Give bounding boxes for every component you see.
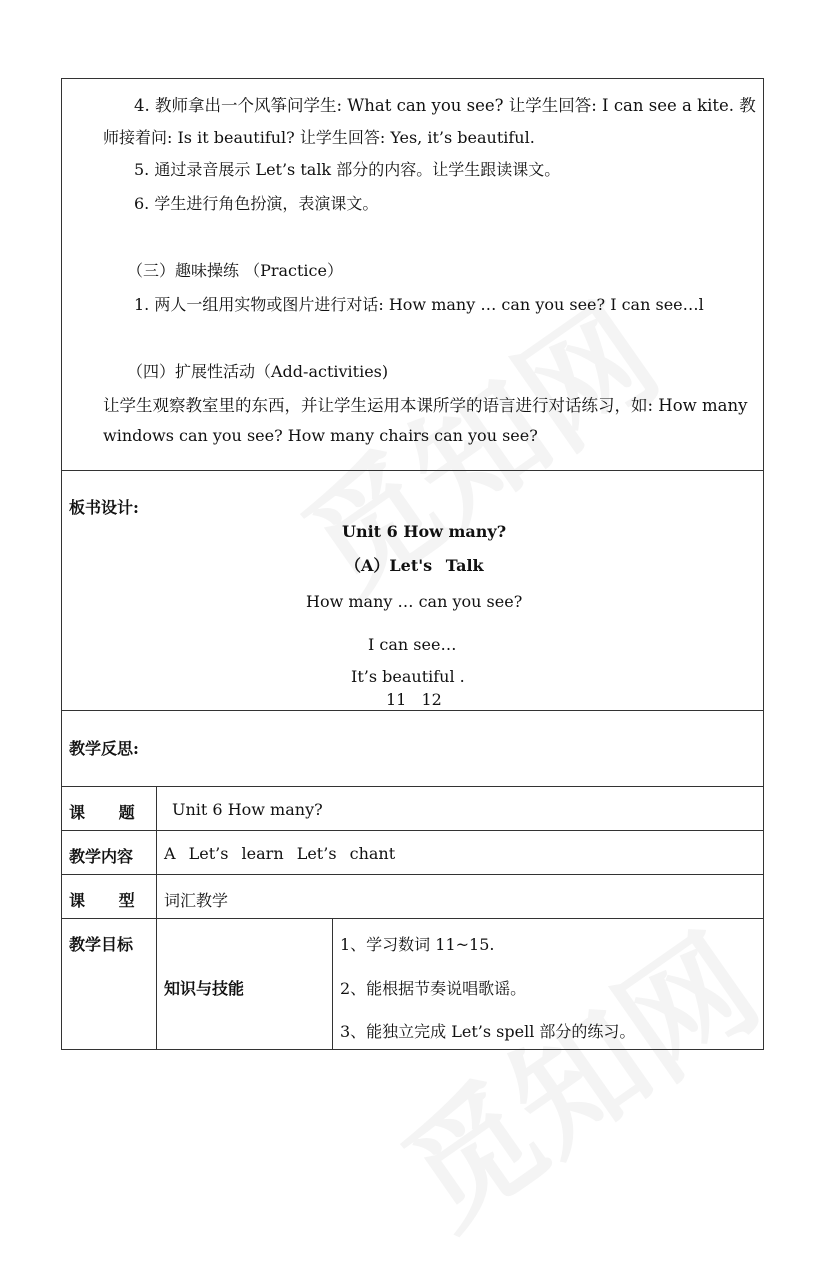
goal-label: 教学目标	[69, 935, 134, 954]
add-activities-line2: windows can you see? How many chairs can you see?	[103, 426, 538, 445]
goal-item: 1、学习数词 11~15.	[340, 935, 495, 954]
procedure-step5: 5. 通过录音展示 Let’s talk 部分的内容。让学生跟读课文。	[134, 160, 561, 179]
procedure-step4-line2: 师接着问: Is it beautiful? 让学生回答: Yes, it’s beautiful.	[103, 128, 535, 147]
procedure-step4-line1: 4. 教师拿出一个风筝问学生: What can you see? 让学生回答: I can see a kite. 教	[134, 96, 756, 115]
practice-item1: 1. 两人一组用实物或图片进行对话: How many … can you see? I can see…l	[134, 295, 704, 314]
topic-value: Unit 6 How many?	[172, 800, 323, 819]
reflection-label: 教学反思:	[69, 739, 139, 758]
board-line2: I can see…	[368, 635, 457, 654]
topic-label: 课 题	[69, 803, 135, 822]
add-activities-line1: 让学生观察教室里的东西，并让学生运用本课所学的语言进行对话练习，如: How many	[103, 396, 748, 415]
board-subtitle: （A）Let's Talk	[345, 556, 484, 575]
board-title: Unit 6 How many?	[342, 522, 507, 541]
board-line1: How many … can you see?	[306, 592, 523, 611]
type-value-cell	[156, 874, 764, 919]
board-design-label: 板书设计:	[69, 498, 139, 517]
goal-item: 2、能根据节奏说唱歌谣。	[340, 979, 527, 998]
procedure-step6: 6. 学生进行角色扮演，表演课文。	[134, 194, 379, 213]
content-value: A Let’s learn Let’s chant	[164, 844, 396, 863]
board-numbers: 11 12	[386, 690, 442, 709]
practice-heading: （三）趣味操练 （Practice）	[127, 261, 343, 280]
goal-sub-label: 知识与技能	[164, 979, 245, 998]
content-label: 教学内容	[69, 847, 134, 866]
goal-item: 3、能独立完成 Let’s spell 部分的练习。	[340, 1022, 636, 1041]
type-label: 课 型	[69, 891, 135, 910]
type-value: 词汇教学	[164, 891, 229, 910]
reflection-section	[61, 710, 764, 787]
board-line3: It’s beautiful .	[351, 667, 465, 686]
add-activities-heading: （四）扩展性活动（Add-activities)	[127, 362, 389, 381]
